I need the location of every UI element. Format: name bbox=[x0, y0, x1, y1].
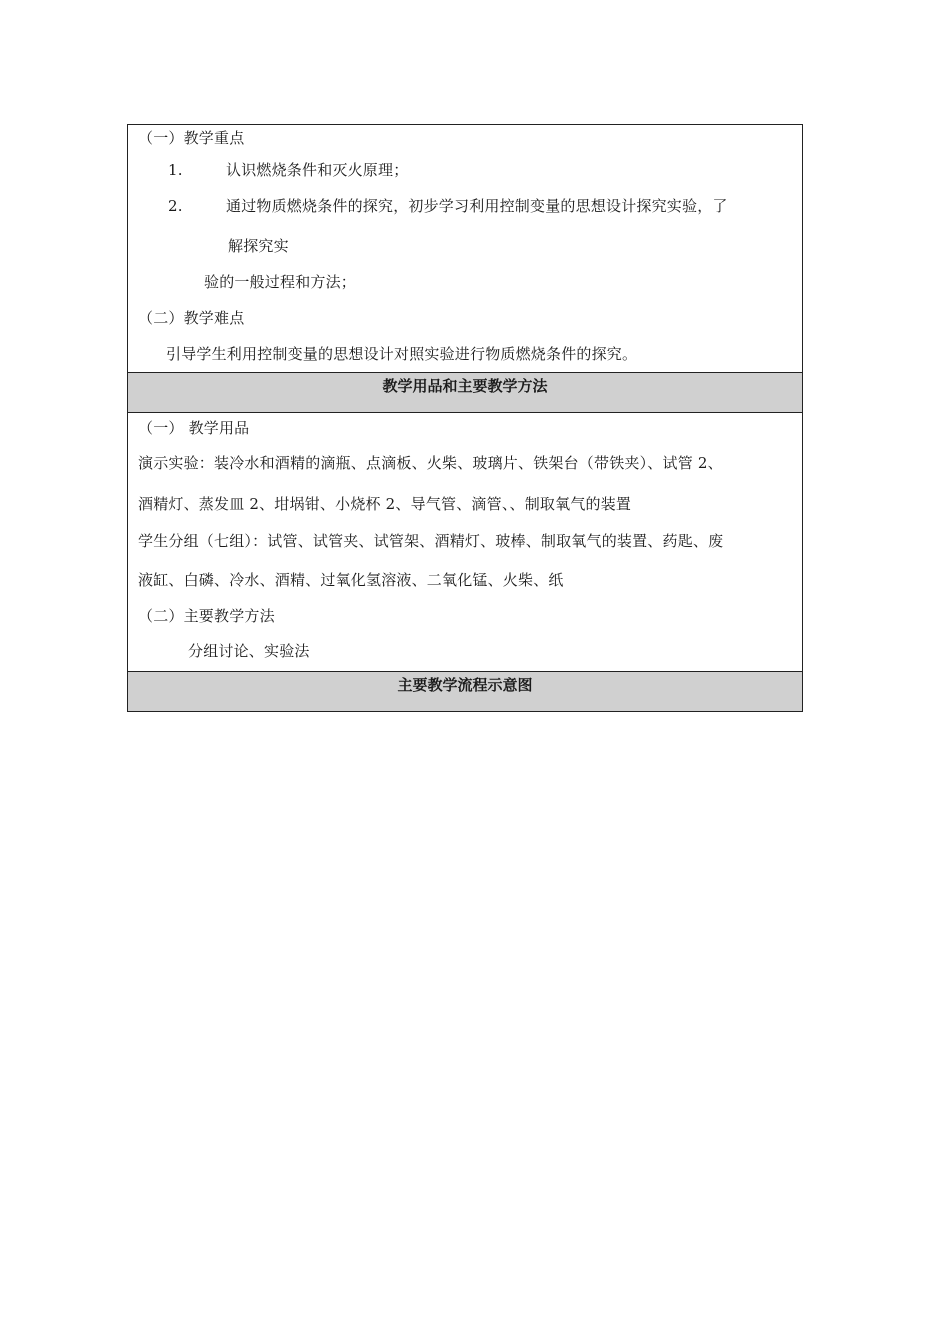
teaching-flow-header: 主要教学流程示意图 bbox=[128, 671, 802, 711]
demo-line-1: 演示实验：装冷水和酒精的滴瓶、点滴板、火柴、玻璃片、铁架台（带铁夹）、试管 2、 bbox=[138, 454, 723, 472]
methods-text: 分组讨论、实验法 bbox=[188, 642, 310, 660]
materials-heading: （一） 教学用品 bbox=[138, 419, 250, 437]
item-number: 1. bbox=[168, 161, 183, 179]
key-point-item-2-wrap: 解探究实 bbox=[228, 237, 289, 255]
lesson-plan-table bbox=[127, 124, 803, 712]
key-point-item-2 bbox=[138, 191, 792, 231]
item-text: 通过物质燃烧条件的探究，初步学习利用控制变量的思想设计探究实验，了 bbox=[226, 197, 728, 215]
item-text: 认识燃烧条件和灭火原理； bbox=[226, 161, 409, 179]
item-number: 2. bbox=[168, 197, 183, 215]
difficult-heading: （二）教学难点 bbox=[138, 309, 245, 327]
group-line-1: 学生分组（七组）：试管、试管夹、试管架、酒精灯、玻棒、制取氧气的装置、药匙、废 bbox=[138, 532, 724, 550]
key-point-item-2-continued: 验的一般过程和方法； bbox=[204, 273, 357, 291]
key-point-item-1 bbox=[138, 155, 792, 191]
difficult-text: 引导学生利用控制变量的思想设计对照实验进行物质燃烧条件的探究。 bbox=[166, 345, 638, 363]
demo-line-2: 酒精灯、蒸发皿 2、坩埚钳、小烧杯 2、导气管、滴管、、制取氧气的装置 bbox=[138, 495, 632, 513]
materials-methods-header: 教学用品和主要教学方法 bbox=[128, 372, 802, 413]
key-points-section bbox=[128, 125, 802, 372]
group-line-2: 液缸、白磷、冷水、酒精、过氧化氢溶液、二氧化锰、火柴、纸 bbox=[138, 571, 564, 589]
key-points-heading: （一）教学重点 bbox=[138, 129, 245, 147]
methods-heading: （二）主要教学方法 bbox=[138, 607, 275, 625]
materials-section bbox=[128, 413, 802, 671]
